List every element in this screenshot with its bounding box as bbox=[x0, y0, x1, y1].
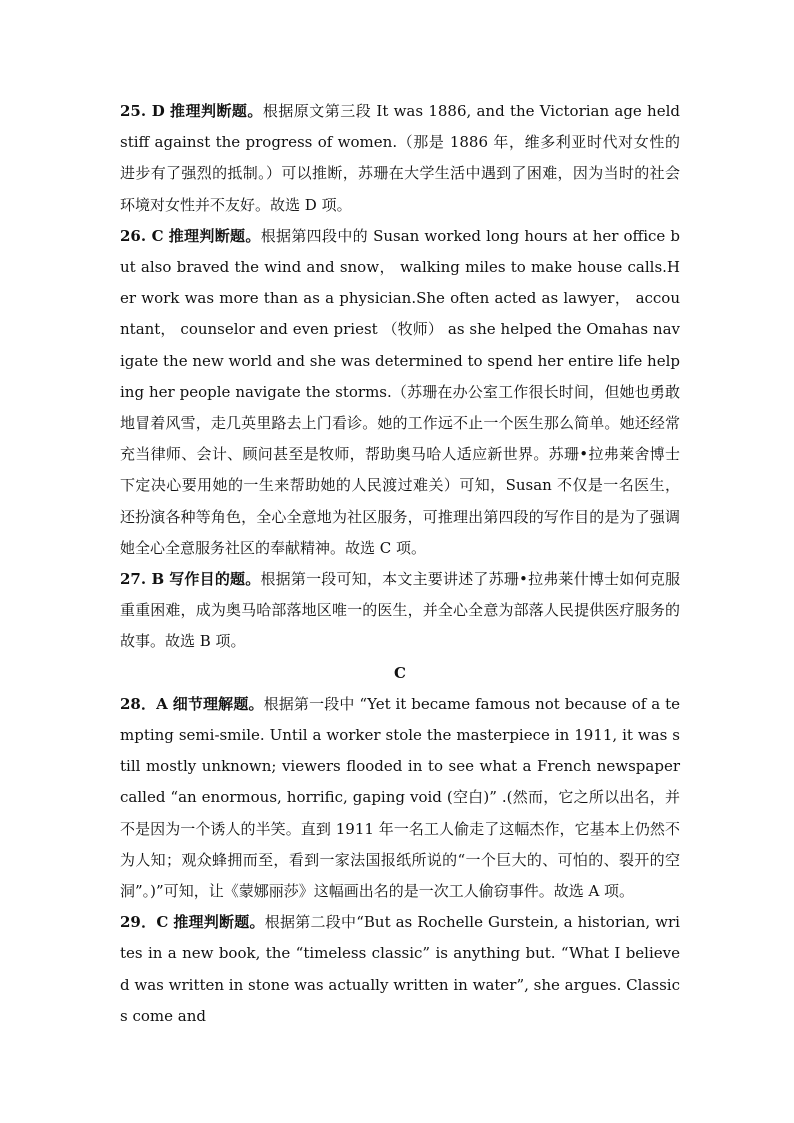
question-number: 25. D bbox=[120, 102, 165, 120]
question-type-label: 细节理解题。 bbox=[172, 694, 264, 713]
answer-explanation: 根据第四段中的 Susan worked long hours at her office but also braved the wind and snow， walking miles to make house calls.Her work was more than as a physician.She often acted as lawyer， accountant， counselor and even priest （牧师） as she helped the Omahas navigate the new world and she was determined to spend her entire life helping her people navigate the storms.（苏珊在办公室工作很长时间，但她也勇敢地冒着风雪，走几英里路去上门看诊。她的工作远不止一个医生那么简单。她还经常充当律师、会计、顾问甚至是牧师，帮助奥马哈人适应新世界。苏珊•拉弗莱舍博士下定决心要用她的一生来帮助她的人民渡过难关）可知，Susan 不仅是一名医生，还扮演各种等角色，全心全意地为社区服务，可推理出第四段的写作目的是为了强调她全心全意服务社区的奉献精神。故选 C 项。 bbox=[120, 226, 680, 557]
question-type-label: 写作目的题。 bbox=[169, 570, 261, 589]
answer-28 bbox=[120, 689, 680, 907]
answer-explanation: 根据第一段可知，本文主要讲述了苏珊•拉弗莱什博士如何克服重重困难，成为奥马哈部落地区唯一的医生，并全心全意为部落人民提供医疗服务的故事。故选 B 项。 bbox=[120, 570, 680, 651]
answer-explanation: 根据第一段中 “Yet it became famous not because of a tempting semi-smile. Until a worker stole the masterpiece in 1911, it was still mostly unknown; viewers flooded in to see what a French newspaper called “an enormous, horrific, gaping void (空白)” .(然而，它之所以出名，并不是因为一个诱人的半笑。直到 1911 年一名工人偷走了这幅杰作，它基本上仍然不为人知；观众蜂拥而至，看到一家法国报纸所说的“一个巨大的、可怕的、裂开的空洞”。)”可知，让《蒙娜丽莎》这幅画出名的是一次工人偷窃事件。故选 A 项。 bbox=[120, 694, 680, 901]
answer-explanation: 根据原文第三段 It was 1886, and the Victorian age held stiff against the progress of women.（那是 1886 年，维多利亚时代对女性的进步有了强烈的抵制。）可以推断，苏珊在大学生活中遇到了困难，因为当时的社会环境对女性并不友好。故选 D 项。 bbox=[120, 102, 680, 214]
question-number: 28．A bbox=[120, 694, 168, 713]
section-heading: C bbox=[394, 663, 406, 682]
question-number: 26. C bbox=[120, 226, 164, 245]
document-page bbox=[120, 96, 680, 1032]
answer-25 bbox=[120, 96, 680, 221]
question-number: 29．C bbox=[120, 913, 169, 932]
question-type-label: 推理判断题。 bbox=[173, 913, 265, 932]
question-type-label: 推理判断题。 bbox=[168, 226, 261, 245]
answer-26 bbox=[120, 221, 680, 564]
answer-explanation: 根据第二段中“But as Rochelle Gurstein, a historian, writes in a new book, the “timeless classic” is anything but. “What I believed was written in stone was actually written in water”, she argues. Classics come and bbox=[120, 913, 680, 1025]
question-type-label: 推理判断题。 bbox=[170, 102, 263, 120]
answer-29 bbox=[120, 907, 680, 1032]
answer-27 bbox=[120, 564, 680, 658]
question-number: 27. B bbox=[120, 570, 165, 589]
